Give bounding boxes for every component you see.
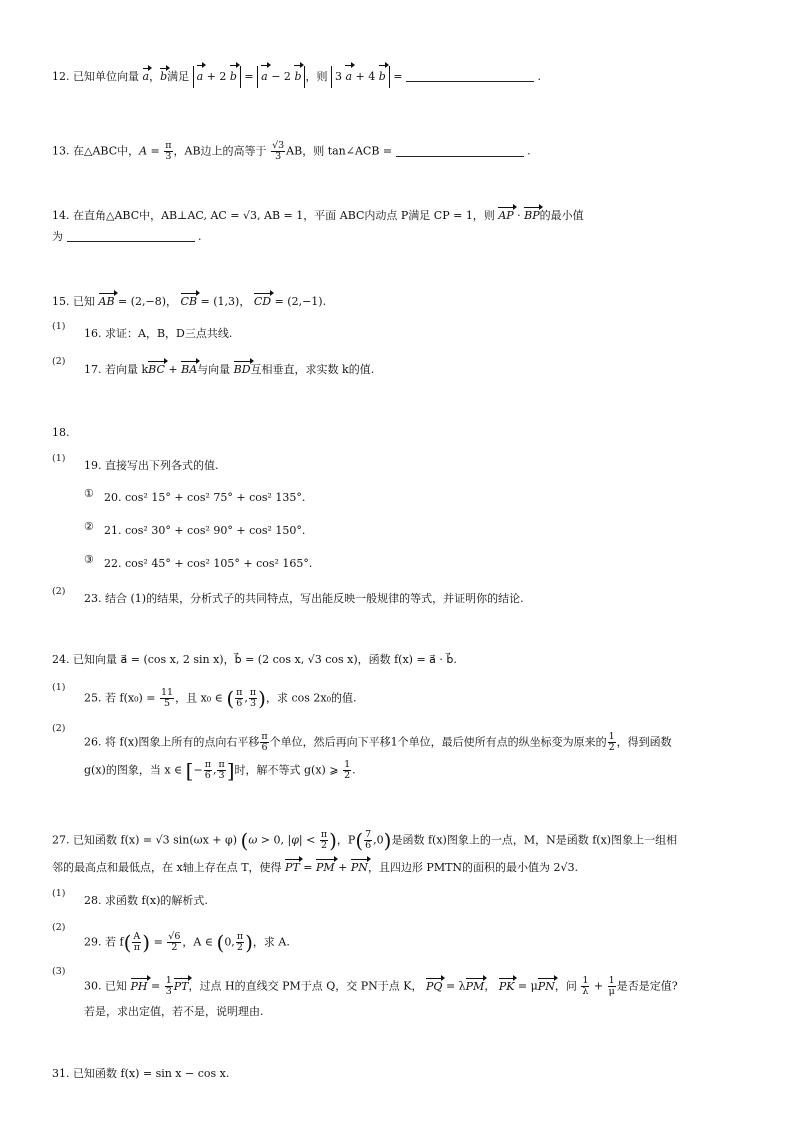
- question-text: ，得到函数: [616, 735, 672, 749]
- fraction: $\frac{11}{5}$: [160, 687, 174, 709]
- question-text: 已知向量 a⃗ = (cos x, 2 sin x)，b⃗ = (2 cos x, √3 cos x)，函数 f(x) = a⃗ · b⃗.: [73, 653, 457, 666]
- question-23: [84, 591, 524, 607]
- question-text: 为: [52, 230, 63, 243]
- question-30-line2: [84, 1004, 264, 1020]
- question-text: AB，则 tan∠ACB =: [286, 144, 393, 158]
- question-text: ，求 A.: [252, 935, 290, 949]
- question-14-line2: [52, 229, 202, 245]
- vector-b: b: [160, 70, 168, 83]
- abs-expression: a + 2 b: [193, 66, 241, 88]
- question-text: 互相垂直，求实数 k的值.: [250, 363, 375, 376]
- period: .: [198, 230, 202, 243]
- vector-value: = (1,3)，: [200, 295, 251, 308]
- question-number: 14.: [52, 209, 70, 222]
- question-text: ，问: [554, 979, 577, 993]
- fraction: $\frac{1}{\lambda}$: [582, 975, 589, 997]
- period: .: [527, 144, 531, 158]
- answer-blank[interactable]: [396, 144, 524, 157]
- vector-BC: BC: [148, 363, 165, 376]
- question-30-line1: 30. 已知 PH = $\frac{1}{3}$ PT，过点 H的直线交 PM于点 Q，交 PN于点 K， PQ = λPM， PK = μPN，问 $\frac{1}{\lambda}$ + $\frac{1}{\mu}$ 是否是定值?: [84, 975, 678, 997]
- question-number: 21.: [104, 524, 122, 537]
- vector-PQ: PQ: [426, 979, 443, 993]
- question-text: ，且四边形 PMTN的面积的最小值为 2√3.: [367, 861, 579, 874]
- question-24: [52, 652, 457, 668]
- vector-value: = (2,−8)，: [118, 295, 178, 308]
- circle-marker: ①: [84, 487, 94, 500]
- circle-marker: ③: [84, 553, 94, 566]
- question-28: [84, 893, 208, 909]
- question-text: 满足: [167, 70, 190, 83]
- question-text: 已知单位向量: [73, 70, 139, 83]
- sub-marker: (2): [52, 356, 66, 367]
- question-text: 个单位，然后再向下平移1个单位，最后使所有点的纵坐标变为原来的: [269, 735, 607, 749]
- fraction: $\frac{\pi}{2}$: [320, 829, 328, 851]
- question-text: 邻的最高点和最低点，在 x轴上存在点 T，使得: [52, 861, 282, 874]
- fraction: $\frac{A}{\pi}$: [133, 931, 141, 953]
- vector-PT: PT: [285, 861, 300, 874]
- sub-marker: (2): [52, 723, 66, 734]
- question-text: 已知: [73, 295, 95, 308]
- question-text: 将 f(x)图象上所有的点向右平移: [105, 735, 260, 749]
- question-number: 16.: [84, 327, 102, 340]
- question-text: ，AB边上的高等于: [173, 144, 267, 158]
- question-text: ，A ∈: [182, 935, 213, 949]
- question-13: 13. 在△ABC中，A = $\frac{\pi}{3}$ ，AB边上的高等于 $\frac{√3}{3}$ AB，则 tan∠ACB = .: [52, 140, 531, 162]
- question-14-line1: 14. 在直角△ABC中，AB⊥AC, AC = √3, AB = 1，平面 ABC内动点 P满足 CP = 1，则 AP · BP的最小值: [52, 209, 584, 222]
- question-number: 22.: [104, 557, 122, 570]
- fraction: $\frac{\pi}{2}$: [236, 931, 244, 953]
- question-text: 结合 (1)的结果，分析式子的共同特点，写出能反映一般规律的等式，并证明你的结论.: [105, 592, 524, 605]
- sub-marker: (1): [52, 682, 66, 693]
- fraction: $\frac{1}{2}$: [608, 731, 615, 753]
- vector-PN: PN: [350, 861, 368, 874]
- question-text: ，求 cos 2x₀的值.: [265, 691, 357, 705]
- abs-expression: a − 2 b: [257, 66, 305, 88]
- fraction: $\frac{\pi}{6}$: [204, 759, 211, 781]
- question-text: 若 f(x₀) =: [105, 691, 156, 705]
- question-number: 30.: [84, 979, 102, 993]
- sub-marker: (1): [52, 321, 66, 332]
- question-number: 20.: [104, 491, 122, 504]
- question-number: 15.: [52, 295, 70, 308]
- question-text: 直接写出下列各式的值.: [105, 459, 219, 472]
- vector-AP: AP: [498, 209, 514, 222]
- fraction: $\frac{1}{3}$: [165, 975, 172, 997]
- question-number: 31.: [52, 1067, 70, 1080]
- question-number: 27.: [52, 833, 70, 847]
- question-text: ，: [484, 979, 496, 993]
- vector-BA: BA: [181, 363, 198, 376]
- question-27-line1: 27. 已知函数 f(x) = √3 sin(ωx + φ) (ω > 0, |φ| < $\frac{\pi}{2}$ )，P( $\frac{7}{6}$ ,0)是函数 f(x)图象上的一点，M，N是函数 f(x)图象上一组相: [52, 828, 678, 853]
- vector-PM: PM: [465, 979, 485, 993]
- question-text: ，P: [336, 833, 356, 847]
- vector-CD: CD: [253, 295, 272, 308]
- abs-expression: 3 a + 4 b: [331, 66, 390, 88]
- question-25: 25. 若 f(x₀) = $\frac{11}{5}$ ，且 x₀ ∈ ( $\frac{\pi}{6}$ , $\frac{\pi}{3}$ )，求 cos 2x₀的值.: [84, 686, 357, 711]
- circle-marker: ②: [84, 520, 94, 533]
- question-text: 与向量: [197, 363, 231, 376]
- question-16: [84, 326, 232, 342]
- fraction: $\frac{\pi}{6}$: [261, 731, 268, 753]
- question-21: [104, 523, 305, 539]
- question-text: 若是，求出定值，若不是，说明理由.: [84, 1005, 264, 1018]
- question-text: 时，解不等式 g(x) ⩾: [234, 763, 339, 777]
- question-number: 12.: [52, 70, 70, 83]
- fraction: $\frac{√3}{3}$: [272, 140, 285, 162]
- question-number: 28.: [84, 894, 102, 907]
- question-number: 25.: [84, 691, 102, 705]
- vector-PH: PH: [130, 979, 148, 993]
- question-number: 29.: [84, 935, 102, 949]
- fraction: $\frac{\pi}{6}$: [236, 687, 243, 709]
- answer-blank[interactable]: [67, 229, 195, 242]
- vector-CB: CB: [180, 295, 198, 308]
- question-text: cos² 45° + cos² 105° + cos² 165°.: [125, 557, 313, 570]
- vector-PM: PM: [316, 861, 335, 874]
- question-text: 在直角△ABC中，AB⊥AC, AC = √3, AB = 1，平面 ABC内动点 P满足 CP = 1，则: [73, 209, 495, 222]
- question-15: [52, 294, 326, 310]
- question-number: 18.: [52, 426, 70, 439]
- question-text: 是函数 f(x)图象上的一点，M，N是函数 f(x)图象上一组相: [391, 833, 678, 847]
- question-29: 29. 若 f( $\frac{A}{\pi}$ ) = $\frac{√6}{2}$ ，A ∈ (0, $\frac{\pi}{2}$ )，求 A.: [84, 930, 290, 955]
- vector-BP: BP: [524, 209, 540, 222]
- question-number: 26.: [84, 735, 102, 749]
- question-text: =: [153, 935, 163, 949]
- question-text: ，且 x₀ ∈: [175, 691, 223, 705]
- question-20: [104, 490, 305, 506]
- answer-blank[interactable]: [406, 69, 534, 82]
- question-17: 17. 若向量 kBC + BA与向量 BD互相垂直，求实数 k的值.: [84, 363, 375, 376]
- question-number: 13.: [52, 144, 70, 158]
- question-19: [84, 458, 219, 474]
- question-text: 已知函数 f(x) = sin x − cos x.: [73, 1067, 230, 1080]
- question-text: ，则: [305, 70, 328, 83]
- vector-value: = (2,−1).: [274, 295, 327, 308]
- sub-marker: (1): [52, 453, 66, 464]
- question-text: cos² 30° + cos² 90° + cos² 150°.: [125, 524, 306, 537]
- question-text: 若 f: [105, 935, 124, 949]
- question-26-line1: [84, 732, 672, 753]
- sub-marker: (3): [52, 966, 66, 977]
- question-text: 的最小值: [539, 209, 584, 222]
- sub-marker: (2): [52, 922, 66, 933]
- fraction: $\frac{1}{2}$: [344, 759, 351, 781]
- question-number: 24.: [52, 653, 70, 666]
- fraction: $\frac{√6}{2}$: [168, 931, 181, 953]
- fraction: $\frac{\pi}{3}$: [165, 140, 172, 162]
- question-text: 在△ABC中，: [73, 144, 140, 158]
- question-text: 已知: [105, 979, 127, 993]
- question-27-line2: 邻的最高点和最低点，在 x轴上存在点 T，使得 PT = PM + PN，且四边形 PMTN的面积的最小值为 2√3.: [52, 861, 579, 874]
- question-text: 求函数 f(x)的解析式.: [105, 894, 208, 907]
- vector-PT: PT: [173, 979, 189, 993]
- sub-marker: (2): [52, 586, 66, 597]
- question-text: cos² 15° + cos² 75° + cos² 135°.: [125, 491, 306, 504]
- question-text: 求证：A，B，D三点共线.: [105, 327, 233, 340]
- vector-PN: PN: [537, 979, 555, 993]
- vector-a: a: [142, 70, 150, 83]
- question-text: 若向量 k: [105, 363, 149, 376]
- period: .: [537, 70, 542, 83]
- question-text: g(x)的图象，当 x ∈: [84, 763, 183, 777]
- vector-AB: AB: [98, 295, 115, 308]
- question-number: 17.: [84, 363, 102, 376]
- question-text: ，过点 H的直线交 PM于点 Q，交 PN于点 K，: [188, 979, 423, 993]
- vector-BD: BD: [233, 363, 251, 376]
- vector-PK: PK: [498, 979, 515, 993]
- question-31: [52, 1066, 229, 1082]
- fraction: $\frac{1}{\mu}$: [608, 975, 615, 997]
- question-22: [104, 556, 312, 572]
- fraction: $\frac{\pi}{3}$: [218, 759, 225, 781]
- sub-marker: (1): [52, 888, 66, 899]
- question-text: 是否是定值?: [616, 979, 678, 993]
- question-text: 已知函数 f(x) = √3 sin(ωx + φ): [73, 833, 237, 847]
- question-18: [52, 425, 70, 441]
- question-number: 23.: [84, 592, 102, 605]
- fraction: $\frac{7}{6}$: [365, 829, 372, 851]
- question-26-line2: g(x)的图象，当 x ∈ [− $\frac{\pi}{6}$ , $\frac{\pi}{3}$ ]时，解不等式 g(x) ⩾ $\frac{1}{2}$ .: [84, 758, 356, 783]
- period: .: [352, 763, 356, 777]
- fraction: $\frac{\pi}{3}$: [249, 687, 257, 709]
- question-12: 12. 已知单位向量 a，b满足 a + 2 b = a − 2 b ，则 3 a + 4 b = .: [52, 66, 541, 88]
- question-number: 19.: [84, 459, 102, 472]
